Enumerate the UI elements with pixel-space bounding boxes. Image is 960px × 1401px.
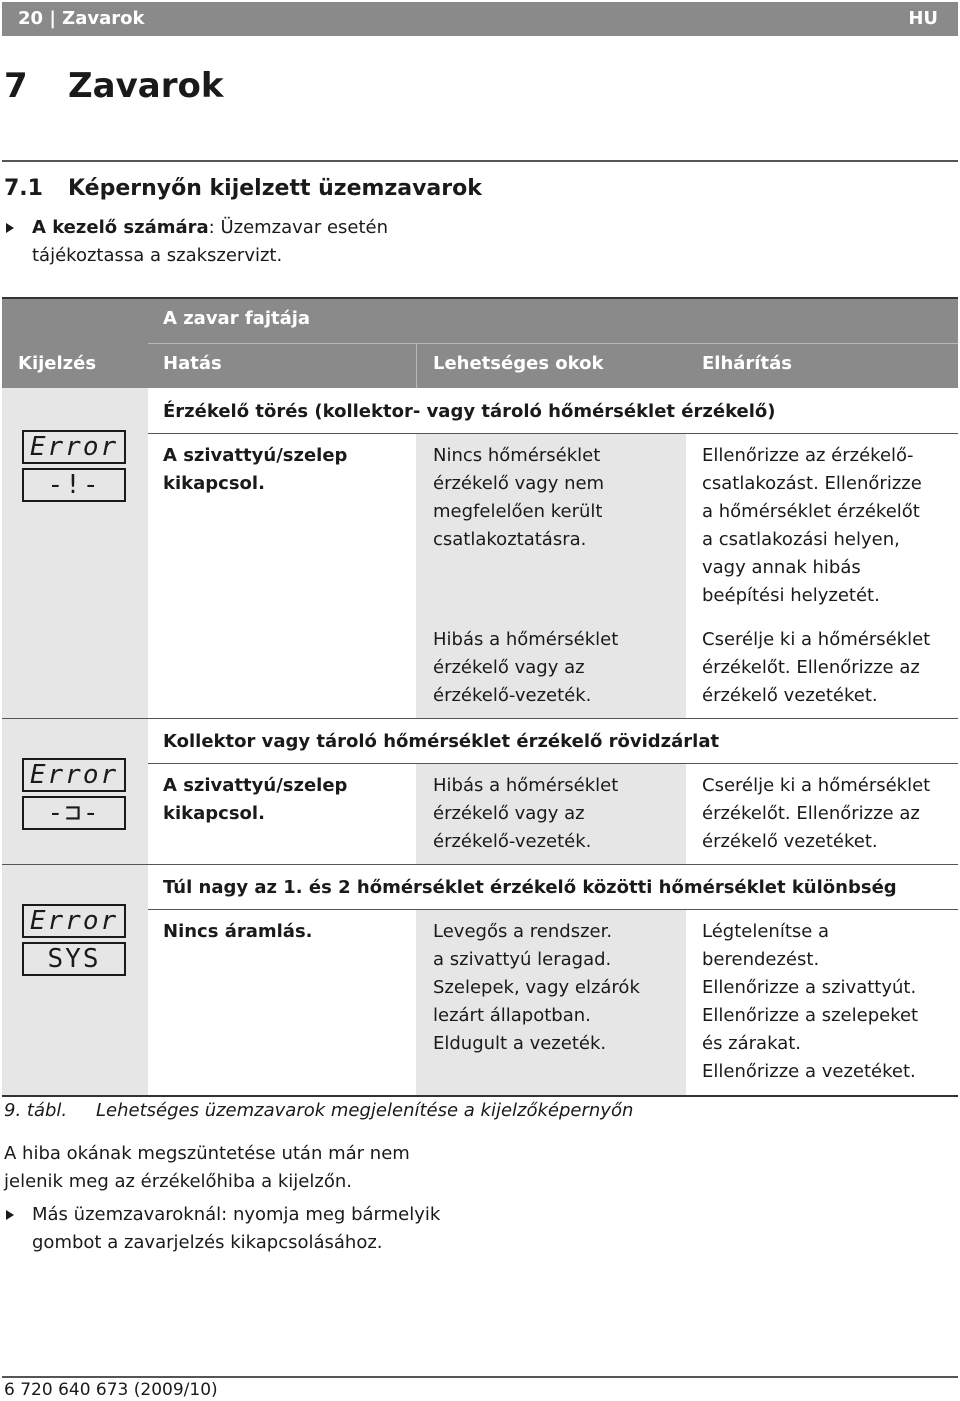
effect-line: kikapcsol. bbox=[163, 473, 265, 494]
remedy-line: Ellenőrizze a szivattyút. bbox=[702, 977, 917, 998]
cause-cell bbox=[433, 442, 604, 554]
lcd-error-text: Error bbox=[22, 758, 126, 792]
paragraph-line: jelenik meg az érzékelőhiba a kijelzőn. bbox=[4, 1171, 352, 1192]
cause-line: Eldugult a vezeték. bbox=[433, 1033, 607, 1054]
remedy-line: érzékelőt. Ellenőrizze az bbox=[702, 803, 920, 824]
lcd-display-sensor-break bbox=[22, 430, 126, 502]
bullet-line: Más üzemzavaroknál: nyomja meg bármelyik bbox=[32, 1204, 441, 1225]
lcd-display-short-circuit bbox=[22, 758, 126, 830]
table-top-rule bbox=[2, 297, 958, 299]
remedy-line: Légtelenítse a bbox=[702, 921, 830, 942]
remedy-line: a hőmérséklet érzékelőt bbox=[702, 501, 920, 522]
remedy-cell bbox=[702, 772, 930, 856]
row-rule bbox=[2, 718, 958, 719]
effect-cell bbox=[163, 442, 347, 498]
lcd-code-text: SYS bbox=[22, 942, 126, 976]
caption-label: 9. tábl. bbox=[4, 1100, 68, 1121]
effect-cell bbox=[163, 772, 347, 828]
cause-line: Szelepek, vagy elzárók bbox=[433, 977, 640, 998]
cause-line: csatlakoztatásra. bbox=[433, 529, 587, 550]
remedy-cell bbox=[702, 918, 918, 1086]
table-bottom-rule bbox=[2, 1095, 958, 1097]
intro-rest: : Üzemzavar esetén bbox=[208, 217, 389, 238]
bullet-line: gombot a zavarjelzés kikapcsolásához. bbox=[32, 1232, 383, 1253]
column-header-causes: Lehetséges okok bbox=[433, 353, 604, 374]
paragraph-line: A hiba okának megszüntetése után már nem bbox=[4, 1143, 410, 1164]
lcd-display-sys bbox=[22, 904, 126, 976]
remedy-line: érzékelő vezetéket. bbox=[702, 831, 878, 852]
header-col-divider bbox=[416, 344, 417, 388]
block-title-temp-difference: Túl nagy az 1. és 2 hőmérséklet érzékelő közötti hőmérséklet különbség bbox=[163, 877, 897, 898]
table-group-header: A zavar fajtája bbox=[163, 308, 311, 329]
lcd-error-text: Error bbox=[22, 430, 126, 464]
remedy-line: Ellenőrizze a vezetéket. bbox=[702, 1061, 916, 1082]
footer-doc-number: 6 720 640 673 (2009/10) bbox=[4, 1380, 218, 1400]
row-rule bbox=[2, 864, 958, 865]
cause-line: Nincs hőmérséklet bbox=[433, 445, 601, 466]
remedy-line: Cserélje ki a hőmérséklet bbox=[702, 629, 931, 650]
remedy-line: érzékelőt. Ellenőrizze az bbox=[702, 657, 920, 678]
remedy-line: Ellenőrizze a szelepeket bbox=[702, 1005, 919, 1026]
remedy-line: Ellenőrizze az érzékelő- bbox=[702, 445, 914, 466]
cause-line: a szivattyú leragad. bbox=[433, 949, 612, 970]
chapter-number: 7 bbox=[4, 66, 28, 106]
other-faults-bullet bbox=[4, 1201, 440, 1257]
remedy-cell bbox=[702, 626, 930, 710]
lcd-code-text: -!- bbox=[22, 468, 126, 502]
remedy-line: beépítési helyzetét. bbox=[702, 585, 880, 606]
effect-line: Nincs áramlás. bbox=[163, 921, 313, 942]
remedy-line: vagy annak hibás bbox=[702, 557, 861, 578]
block-title-sensor-break: Érzékelő törés (kollektor- vagy tároló hőmérséklet érzékelő) bbox=[163, 401, 776, 422]
bullet-triangle-icon bbox=[6, 223, 14, 233]
cause-line: Hibás a hőmérséklet bbox=[433, 775, 619, 796]
table-caption bbox=[4, 1100, 633, 1121]
cause-cell bbox=[433, 626, 618, 710]
caption-text: Lehetséges üzemzavarok megjelenítése a kijelzőképernyőn bbox=[96, 1100, 634, 1121]
cause-line: érzékelő-vezeték. bbox=[433, 831, 592, 852]
cause-line: lezárt állapotban. bbox=[433, 1005, 591, 1026]
divider bbox=[2, 160, 958, 162]
row-rule bbox=[148, 433, 958, 434]
intro-line2: tájékoztassa a szakszervizt. bbox=[32, 245, 283, 266]
lcd-code-text: -⊐- bbox=[22, 796, 126, 830]
effect-cell bbox=[163, 918, 313, 946]
cause-cell bbox=[433, 918, 640, 1058]
section-heading bbox=[4, 176, 482, 201]
header-page-section: 20 | Zavarok bbox=[18, 8, 145, 29]
footer-rule bbox=[2, 1376, 958, 1378]
cause-line: Hibás a hőmérséklet bbox=[433, 629, 619, 650]
row-rule bbox=[148, 909, 958, 910]
remedy-line: berendezést. bbox=[702, 949, 820, 970]
bullet-triangle-icon bbox=[6, 1210, 14, 1220]
cause-line: érzékelő-vezeték. bbox=[433, 685, 592, 706]
remedy-line: és zárakat. bbox=[702, 1033, 801, 1054]
cause-line: érzékelő vagy az bbox=[433, 803, 585, 824]
cause-line: Levegős a rendszer. bbox=[433, 921, 613, 942]
column-header-remedy: Elhárítás bbox=[702, 353, 792, 374]
header-language: HU bbox=[908, 8, 938, 29]
effect-line: A szivattyú/szelep bbox=[163, 445, 348, 466]
header-inner-rule bbox=[148, 343, 958, 344]
after-paragraph bbox=[4, 1140, 410, 1196]
cause-line: érzékelő vagy az bbox=[433, 657, 585, 678]
section-title: Képernyőn kijelzett üzemzavarok bbox=[68, 176, 482, 201]
lcd-error-text: Error bbox=[22, 904, 126, 938]
block-title-short-circuit: Kollektor vagy tároló hőmérséklet érzékelő rövidzárlat bbox=[163, 731, 720, 752]
remedy-line: a csatlakozási helyen, bbox=[702, 529, 900, 550]
section-number: 7.1 bbox=[4, 176, 43, 201]
effect-line: kikapcsol. bbox=[163, 803, 265, 824]
intro-bold: A kezelő számára bbox=[32, 217, 209, 238]
column-header-display: Kijelzés bbox=[18, 353, 97, 374]
page-header bbox=[2, 2, 958, 36]
remedy-line: csatlakozást. Ellenőrizze bbox=[702, 473, 922, 494]
chapter-title: Zavarok bbox=[68, 66, 224, 106]
cause-cell bbox=[433, 772, 618, 856]
remedy-line: Cserélje ki a hőmérséklet bbox=[702, 775, 931, 796]
cause-line: megfelelően került bbox=[433, 501, 603, 522]
intro-bullet bbox=[4, 214, 388, 270]
remedy-cell bbox=[702, 442, 922, 610]
column-header-effect: Hatás bbox=[163, 353, 222, 374]
cause-line: érzékelő vagy nem bbox=[433, 473, 605, 494]
chapter-heading bbox=[4, 66, 223, 106]
row-rule bbox=[148, 763, 958, 764]
effect-line: A szivattyú/szelep bbox=[163, 775, 348, 796]
remedy-line: érzékelő vezetéket. bbox=[702, 685, 878, 706]
